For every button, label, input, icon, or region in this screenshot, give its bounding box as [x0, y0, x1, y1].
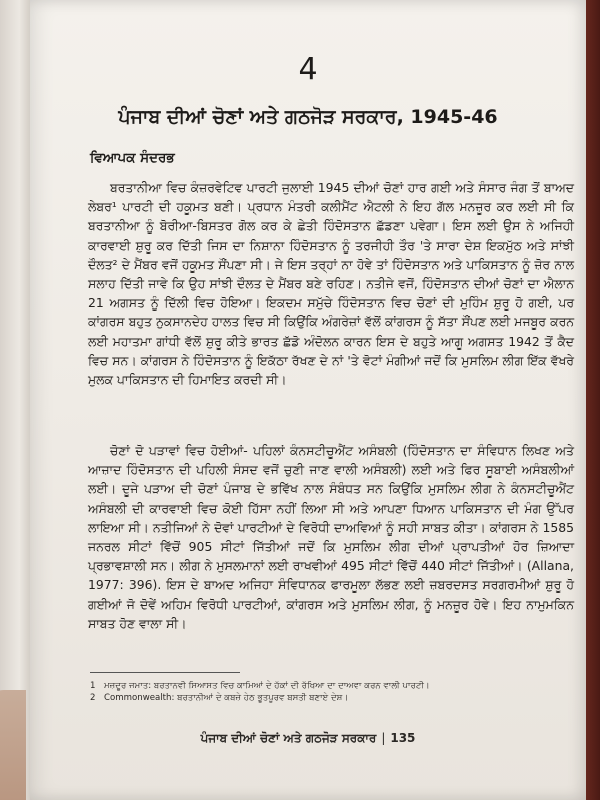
body-paragraph-2: ਚੋਣਾਂ ਦੋ ਪੜਾਵਾਂ ਵਿਚ ਹੋਈਆਂ- ਪਹਿਲਾਂ ਕੰਨਸਟੀਚੂਐਂਟ ਅਸੰਬਲੀ (ਹਿੰਦੋਸਤਾਨ ਦਾ ਸੰਵਿਧਾਨ ਲਿਖਣ ਅਤੇ ਆਜ਼ਾਦ ਹਿੰਦੋਸਤਾਨ ਦੀ ਪਹਿਲੀ ਸੰਸਦ ਵਜੋਂ ਚੁਣੀ ਜਾਣ ਵਾਲੀ ਅਸੰਬਲੀ) ਲਈ ਅਤੇ ਫਿਰ ਸੂਬਾਈ ਅਸੰਬਲੀਆਂ ਲਈ। ਦੂਜੇ ਪੜਾਅ ਦੀ ਚੋਣਾਂ ਪੰਜਾਬ ਦੇ ਭਵਿੱਖ ਨਾਲ ਸੰਬੰਧਤ ਸਨ ਕਿਉਂਕਿ ਮੁਸਲਿਮ ਲੀਗ ਨੇ ਕੰਨਸਟੀਚੂਐਂਟ ਅਸੰਬਲੀ ਦੀ ਕਾਰਵਾਈ ਵਿਚ ਕੋਈ ਹਿੱਸਾ ਨਹੀਂ ਲਿਆ ਸੀ ਅਤੇ ਆਪਣਾ ਧਿਆਨ ਪਾਕਿਸਤਾਨ ਦੀ ਮੰਗ ਉੱਪਰ ਲਾਇਆ ਸੀ। ਨਤੀਜਿਆਂ ਨੇ ਦੋਵਾਂ ਪਾਰਟੀਆਂ ਦੇ ਵਿਰੋਧੀ ਦਾਅਵਿਆਂ ਨੂੰ ਸਹੀ ਸਾਬਤ ਕੀਤਾ। ਕਾਂਗਰਸ ਨੇ 1585 ਜਨਰਲ ਸੀਟਾਂ ਵਿੱਚੋਂ 905 ਸੀਟਾਂ ਜਿੱਤੀਆਂ ਜਦੋਂ ਕਿ ਮੁਸਲਿਮ ਲੀਗ ਦੀਆਂ ਪ੍ਰਾਪਤੀਆਂ ਹੋਰ ਜ਼ਿਆਦਾ ਪ੍ਰਭਾਵਸ਼ਾਲੀ ਸਨ। ਲੀਗ ਨੇ ਮੁਸਲਮਾਨਾਂ ਲਈ ਰਾਖਵੀਆਂ 495 ਸੀਟਾਂ ਵਿੱਚੋਂ 440 ਸੀਟਾਂ ਜਿੱਤੀਆਂ। (Allana, 1977: 396). ਇਸ ਦੇ ਬਾਅਦ ਅਜਿਹਾ ਸੰਵਿਧਾਨਕ ਫਾਰਮੂਲਾ ਲੱਭਣ ਲਈ ਜ਼ਬਰਦਸਤ ਸਰਗਰਮੀਆਂ ਸ਼ੁਰੂ ਹੋ ਗਈਆਂ ਜੋ ਦੋਵੇਂ ਅਹਿਮ ਵਿਰੋਧੀ ਪਾਰਟੀਆਂ, ਕਾਂਗਰਸ ਅਤੇ ਮੁਸਲਿਮ ਲੀਗ, ਨੂੰ ਮਨਜ਼ੂਰ ਹੋਵੇ। ਇਹ ਨਾਮੁਮਕਿਨ ਸਾਬਤ ਹੋਣ ਵਾਲਾ ਸੀ। [88, 443, 574, 631]
footer-separator: | [381, 731, 386, 745]
footnote-2 [90, 692, 570, 704]
footnote-number: 1 [90, 681, 96, 691]
footnote-divider [90, 672, 240, 673]
running-title: ਪੰਜਾਬ ਦੀਆਂ ਚੋਣਾਂ ਅਤੇ ਗਠਜੋੜ ਸਰਕਾਰ [200, 731, 377, 745]
facing-page-edge [0, 0, 32, 800]
footnote-1 [90, 680, 570, 692]
footnote-text: Commonwealth: ਬਰਤਾਨੀਆਂ ਦੇ ਕਬਜ਼ੇ ਹੇਠ ਭੂਤਪੂਰਵ ਬਸਤੀ ਬਣਾਏ ਦੇਸ਼। [104, 693, 349, 703]
footnotes [90, 680, 570, 704]
holding-thumb [0, 690, 26, 800]
page-number: 135 [390, 731, 416, 745]
chapter-title: ਪੰਜਾਬ ਦੀਆਂ ਚੋਣਾਂ ਅਤੇ ਗਠਜੋੜ ਸਰਕਾਰ, 1945-46 [118, 106, 498, 128]
body-paragraph-1: ਬਰਤਾਨੀਆ ਵਿਚ ਕੰਜ਼ਰਵੇਟਿਵ ਪਾਰਟੀ ਜੁਲਾਈ 1945 ਦੀਆਂ ਚੋਣਾਂ ਹਾਰ ਗਈ ਅਤੇ ਸੰਸਾਰ ਜੰਗ ਤੋਂ ਬਾਅਦ ਲੇਬਰ¹ ਪਾਰਟੀ ਦੀ ਹਕੂਮਤ ਬਣੀ। ਪ੍ਰਧਾਨ ਮੰਤਰੀ ਕਲੀਮੈਂਟ ਐਟਲੀ ਨੇ ਇਹ ਗੱਲ ਮਨਜ਼ੂਰ ਕਰ ਲਈ ਸੀ ਕਿ ਬਰਤਾਨੀਆ ਨੂੰ ਬੋਰੀਆ-ਬਿਸਤਰ ਗੋਲ ਕਰ ਕੇ ਛੇਤੀ ਹਿੰਦੋਸਤਾਨ ਛੱਡਣਾ ਪਵੇਗਾ। ਇਸ ਲਈ ਉਸ ਨੇ ਅਜਿਹੀ ਕਾਰਵਾਈ ਸ਼ੁਰੂ ਕਰ ਦਿੱਤੀ ਜਿਸ ਦਾ ਨਿਸ਼ਾਨਾ ਹਿੰਦੋਸਤਾਨ ਨੂੰ ਤਰਜੀਹੀ ਤੌਰ 'ਤੇ ਸਾਰਾ ਦੇਸ਼ ਇਕਮੁੱਠ ਅਤੇ ਸਾਂਝੀ ਦੌਲਤ² ਦੇ ਮੈਂਬਰ ਵਜੋਂ ਹਕੂਮਤ ਸੌਂਪਣਾ ਸੀ। ਜੇ ਇਸ ਤਰ੍ਹਾਂ ਨਾ ਹੋਵੇ ਤਾਂ ਹਿੰਦੋਸਤਾਨ ਅਤੇ ਪਾਕਿਸਤਾਨ ਨੂੰ ਜ਼ੋਰ ਨਾਲ ਸਲਾਹ ਦਿੱਤੀ ਜਾਵੇ ਕਿ ਉਹ ਸਾਂਝੀ ਦੌਲਤ ਦੇ ਮੈਂਬਰ ਬਣੇ ਰਹਿਣ। ਨਤੀਜੇ ਵਜੋਂ, ਹਿੰਦੋਸਤਾਨ ਦੀਆਂ ਚੋਣਾਂ ਦਾ ਐਲਾਨ 21 ਅਗਸਤ ਨੂੰ ਦਿੱਲੀ ਵਿਚ ਹੋਇਆ। ਇਕਦਮ ਸਮੁੱਚੇ ਹਿੰਦੋਸਤਾਨ ਵਿਚ ਚੋਣਾਂ ਦੀ ਮੁਹਿੰਮ ਸ਼ੁਰੂ ਹੋ ਗਈ, ਪਰ ਕਾਂਗਰਸ ਬਹੁਤ ਨੁਕਸਾਨਦੇਹ ਹਾਲਤ ਵਿਚ ਸੀ ਕਿਉਂਕਿ ਅੰਗਰੇਜ਼ਾਂ ਵੱਲੋਂ ਕਾਂਗਰਸ ਨੂੰ ਸੱਤਾ ਸੌਂਪਣ ਲਈ ਮਜਬੂਰ ਕਰਨ ਲਈ ਮਹਾਤਮਾ ਗਾਂਧੀ ਵੱਲੋਂ ਸ਼ੁਰੂ ਕੀਤੇ ਭਾਰਤ ਛੱਡੋ ਅੰਦੋਲਨ ਕਾਰਨ ਇਸ ਦੇ ਬਹੁਤੇ ਆਗੂ ਅਗਸਤ 1942 ਤੋਂ ਕੈਦ ਵਿਚ ਸਨ। ਕਾਂਗਰਸ ਨੇ ਹਿੰਦੋਸਤਾਨ ਨੂੰ ਇਕੱਠਾ ਰੱਖਣ ਦੇ ਨਾਂ 'ਤੇ ਵੋਟਾਂ ਮੰਗੀਆਂ ਜਦੋਂ ਕਿ ਮੁਸਲਿਮ ਲੀਗ ਇੱਕ ਵੱਖਰੇ ਮੁਲਕ ਪਾਕਿਸਤਾਨ ਦੀ ਹਿਮਾਇਤ ਕਰਦੀ ਸੀ। [88, 180, 574, 388]
section-heading: ਵਿਆਪਕ ਸੰਦਰਭ [90, 150, 175, 166]
book-page [30, 0, 586, 800]
running-footer [30, 731, 586, 746]
footnote-number: 2 [90, 693, 96, 703]
footnote-text: ਮਜ਼ਦੂਰ ਜਮਾਤ: ਬਰਤਾਨਵੀ ਸਿਆਸਤ ਵਿਚ ਕਾਮਿਆਂ ਦੇ ਹੱਕਾਂ ਦੀ ਰੱਖਿਆ ਦਾ ਦਾਅਵਾ ਕਰਨ ਵਾਲੀ ਪਾਰਟੀ। [104, 681, 430, 691]
chapter-number: 4 [298, 52, 318, 87]
